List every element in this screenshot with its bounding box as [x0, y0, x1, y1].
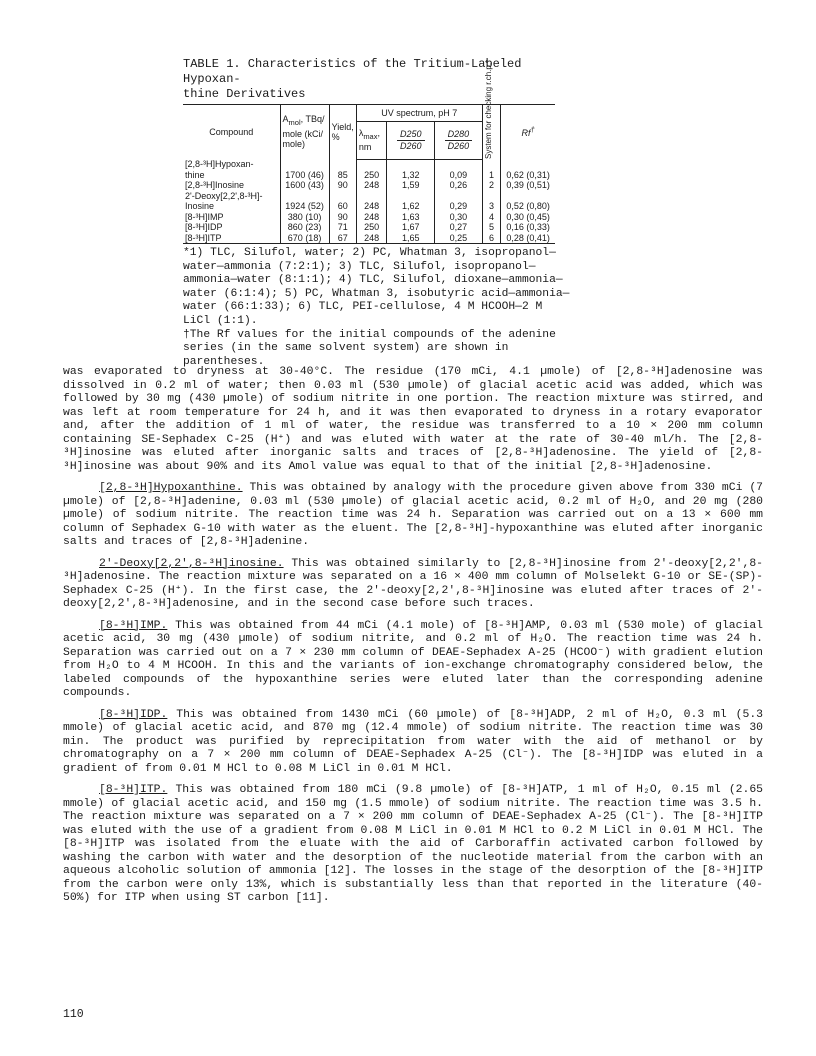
footnote-systems: *1) TLC, Silufol, water; 2) PC, Whatman 3, isopropanol—water—ammonia (7:2:1); 3) TLC, Silufol, isopropanol—ammonia—water (8:1:1); 4) TLC, Silufol, dioxane—ammonia—water (6:1:4); 5) PC, Whatman 3, isobutyric acid—ammonia—water (66:1:33); 6) TLC, PEI-cellulose, 4 M HCOOH—2 M LiCl (1:1).	[183, 247, 570, 327]
paragraph-text: This was obtained from 180 mCi (9.8 µmole) of [8-³H]ATP, 1 ml of H₂O, 0.15 ml (2.65 mmole) of glacial acetic acid, and 150 mg (1.5 mmole) of sodium nitrite. The reaction time was 3.5 h. The reaction mixture was separated on a 7 × 200 mm column of DEAE-Sephadex A-25 (Cl⁻). The [8-³H]ITP was eluted with the use of a gradient from 0.08 M LiCl in 0.01 M HCl to 0.2 M LiCl in 0.01 M HCl. The [8-³H]ITP was isolated from the eluate with the aid of Carboraffin activated carbon followed by washing the carbon with water and the desorption of the nucleotide material from the carbon with an aqueous alcoholic solution of ammonia [12]. The losses in the stage of the desorption of the [8-³H]ITP from the carbon were only 13%, which is substantially less than that reported in the literature (40-50%) for ITP when using ST carbon [11].	[63, 784, 763, 904]
header-lmax-comma: ,	[377, 127, 380, 138]
header-yield-line2: %	[331, 132, 340, 142]
paragraph-idp	[63, 709, 763, 777]
cell-yield: 67	[329, 233, 356, 244]
cell-rf: 0,62 (0,31)	[501, 159, 555, 180]
cell-compound: [2,8-³H]Hypoxan- thine	[185, 159, 254, 180]
table-footnotes	[183, 247, 575, 369]
cell-rf: 0,30 (0,45)	[501, 212, 555, 223]
header-d280	[435, 121, 483, 159]
ratio-d280-numerator: D280	[445, 129, 473, 141]
cell-lmax: 248	[356, 191, 387, 212]
header-amol-unit: , TBq/	[300, 114, 325, 125]
cell-d250: 1,32	[387, 159, 435, 180]
cell-d250: 1,62	[387, 191, 435, 212]
header-rf-label: Rf	[521, 128, 531, 139]
cell-d280: 0,30	[435, 212, 483, 223]
header-amol-a: A	[282, 114, 289, 125]
body-text	[63, 366, 763, 914]
cell-yield: 90	[329, 180, 356, 191]
header-rf-mark: †	[530, 125, 535, 135]
cell-rf: 0,16 (0,33)	[501, 222, 555, 233]
ratio-d250-denominator: D260	[400, 140, 422, 151]
page-number: 110	[63, 1008, 84, 1021]
section-heading-deoxyinosine: 2'-Deoxy[2,2',8-³H]inosine.	[99, 557, 284, 570]
table-block	[183, 57, 570, 369]
paragraph-hypoxanthine	[63, 482, 763, 550]
cell-d280: 0,27	[435, 222, 483, 233]
cell-amol: 1924 (52)	[280, 191, 329, 212]
section-heading-itp: [8-³H]ITP.	[99, 784, 168, 796]
cell-amol: 1600 (43)	[280, 180, 329, 191]
header-system	[482, 59, 501, 160]
table-row	[183, 233, 555, 244]
footnote-rf: †The Rf values for the initial compounds of the adenine series (in the same solvent system) are shown in parentheses.	[183, 328, 556, 368]
table-caption: TABLE 1. Characteristics of the Tritium-Labeled Hypoxan- thine Derivatives	[183, 57, 522, 101]
header-compound: Compound	[183, 105, 280, 160]
header-d250	[387, 121, 435, 159]
section-heading-idp: [8-³H]IDP.	[99, 708, 168, 721]
header-rf	[501, 105, 555, 160]
table-row	[183, 159, 555, 180]
section-heading-hypoxanthine: [2,8-³H]Hypoxanthine.	[99, 482, 243, 494]
ratio-d280-denominator: D260	[447, 140, 470, 151]
header-yield	[329, 105, 356, 160]
cell-lmax: 248	[356, 180, 387, 191]
cell-rf: 0,39 (0,51)	[501, 180, 555, 191]
header-lmax-unit: nm	[358, 142, 372, 153]
cell-d250: 1,67	[387, 222, 435, 233]
header-uv-spectrum: UV spectrum, pH 7	[356, 105, 482, 122]
cell-compound: [8-³H]IDP	[185, 222, 223, 232]
cell-compound: [8-³H]ITP	[183, 233, 280, 244]
header-amol-line2: mole (kCi/	[282, 128, 324, 139]
table-row	[183, 222, 555, 233]
cell-system: 4	[482, 212, 501, 223]
cell-lmax: 248	[356, 233, 387, 244]
paragraph-text: This was obtained by analogy with the procedure given above from 330 mCi (7 µmole) of [2,8-³H]adenine, 0.03 ml (530 µmole) of glacial acetic acid, 0.2 ml of H₂O, and 20 mg (280 µmole) of sodium nitrite. The reaction time was 24 h. Separation was carried out on a 13 × 600 mm column of Sephadex G-10 with water as the eluent. The [2,8-³H]-hypoxanthine was eluted after inorganic salts and traces of [2,8-³H]adenine.	[63, 482, 763, 548]
cell-system: 5	[482, 222, 501, 233]
cell-lmax: 250	[356, 159, 387, 180]
ratio-d280-d260	[445, 129, 473, 151]
table-row	[183, 180, 555, 191]
header-lmax	[356, 121, 387, 159]
section-heading-imp: [8-³H]IMP.	[99, 619, 168, 632]
cell-yield: 71	[329, 222, 356, 233]
paragraph-deoxyinosine	[63, 558, 763, 612]
header-lmax-sub: max	[363, 131, 378, 141]
cell-d280: 0,29	[435, 191, 483, 212]
cell-yield: 90	[329, 212, 356, 223]
paragraph-text: This was obtained similarly to [2,8-³H]inosine from 2'-deoxy[2,2',8-³H]adenosine. The reaction mixture was separated on a 16 × 400 mm column of Molselekt G-10 or SE-(SP)-Sephadex C-25 (H⁺). In the first case, the 2'-deoxy[2,2',8-³H]inosine was eluted after traces of 2'-deoxy[2,2',8-³H]adenosine, and in the second case before such traces.	[63, 557, 763, 610]
header-amol-line3: mole)	[282, 139, 306, 150]
cell-amol: 860 (23)	[280, 222, 329, 233]
header-yield-line1: Yield,	[331, 121, 354, 132]
paragraph-itp	[63, 784, 763, 906]
cell-compound: [2,8-³H]Inosine	[185, 180, 245, 190]
header-lmax-lambda: λ	[358, 127, 364, 138]
cell-amol: 670 (18)	[280, 233, 329, 244]
paragraph-text: This was obtained from 44 mCi (4.1 mole) of [8-³H]AMP, 0.03 ml (530 mole) of glacial acetic acid, 30 mg (430 µmole) of sodium nitrite, and 0.2 ml of H₂O. The reaction time was 24 h. Separation was carried out on a 7 × 230 mm column of DEAE-Sephadex A-25 (HCOO⁻) with gradient elution from H₂O to 4 M HCOOH. In this and the variants of ion-exchange chromatography considered below, the labeled compounds of the hypoxanthine series were eluted later than the corresponding adenine compounds.	[63, 619, 763, 699]
paragraph-inosine-continued: was evaporated to dryness at 30-40°C. The residue (170 mCi, 4.1 µmole) of [2,8-³H]adenosine was dissolved in 0.2 ml of water; then 0.03 ml (530 µmole) of glacial acetic acid was added, which was followed by 30 mg (430 µmole) of sodium nitrite in one portion. The reaction mixture was stirred, and was left at room temperature for 24 h, and it was then evaporated to dryness in a rotary evaporator and, after the addition of 1 ml of water, the residue was transferred to a 10 × 200 mm column containing SE-Sephadex C-25 (H⁺) and was eluted with water at the rate of 30-40 ml/h. The [2,8-³H]inosine was eluted after inorganic salts and traces of [2,8-³H]adenosine. The yield of [2,8-³H]inosine was about 90% and its Amol value was equal to that of the initial [2,8-³H]adenosine.	[63, 366, 763, 473]
cell-rf: 0,28 (0,41)	[501, 233, 555, 244]
cell-yield: 60	[329, 191, 356, 212]
cell-system: 2	[482, 180, 501, 191]
cell-system: 3	[482, 191, 501, 212]
cell-d280: 0,25	[435, 233, 483, 244]
cell-lmax: 248	[356, 212, 387, 223]
header-system-text: System for checking r.ch.p.*	[483, 59, 493, 159]
cell-d280: 0,26	[435, 180, 483, 191]
cell-system: 6	[482, 233, 501, 244]
paragraph-imp	[63, 620, 763, 701]
ratio-d250-d260	[397, 129, 425, 151]
cell-amol: 1700 (46)	[280, 159, 329, 180]
paragraph-text: This was obtained from 1430 mCi (60 µmole) of [8-³H]ADP, 2 ml of H₂O, 0.3 ml (5.3 mmole) of glacial acetic acid, and 870 mg (12.4 mmole) of sodium nitrite. The reaction time was 30 min. The product was purified by reprecipitation from water with the aid of methanol or by chromatography on a 7 × 200 mm column of DEAE-Sephadex A-25 (Cl⁻). The [8-³H]IDP was eluted in a gradient of from 0.01 M HCl to 0.08 M LiCl in 0.01 M HCl.	[63, 708, 763, 775]
header-amol-sub: mol	[288, 118, 301, 128]
cell-compound: 2'-Deoxy[2,2',8-³H]- Inosine	[185, 190, 263, 211]
cell-compound: [8-³H]IMP	[185, 211, 224, 222]
cell-d250: 1,63	[387, 212, 435, 223]
cell-yield: 85	[329, 159, 356, 180]
cell-d250: 1,65	[387, 233, 435, 244]
table-row	[183, 212, 555, 223]
table-row	[183, 191, 555, 212]
cell-lmax: 250	[356, 222, 387, 233]
cell-rf: 0,52 (0,80)	[501, 191, 555, 212]
cell-d280: 0,09	[435, 159, 483, 180]
cell-system: 1	[482, 159, 501, 180]
cell-amol: 380 (10)	[280, 212, 329, 223]
cell-d250: 1,59	[387, 180, 435, 191]
ratio-d250-numerator: D250	[397, 129, 425, 141]
header-amol	[280, 105, 329, 160]
